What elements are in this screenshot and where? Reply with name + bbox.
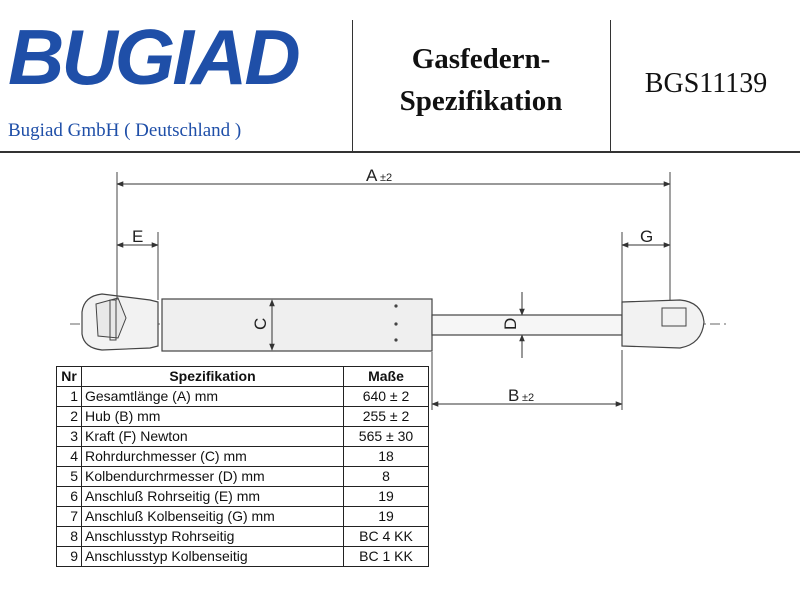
row-value: 8: [344, 467, 429, 487]
title-line-2: Spezifikation: [399, 85, 563, 117]
table-header-row: [57, 367, 429, 387]
row-number: 3: [57, 427, 82, 447]
title-line-1: Gasfedern-: [411, 43, 551, 75]
specification-table: [56, 366, 429, 567]
row-value: 565 ± 30: [344, 427, 429, 447]
table-row: [57, 387, 429, 407]
tube-marking: [394, 304, 397, 307]
row-spec: Anschlusstyp Kolbenseitig: [82, 547, 344, 567]
table-row: [57, 507, 429, 527]
dimension-d-label: D: [501, 317, 520, 330]
dimension-a-tolerance: ±2: [380, 172, 393, 184]
row-value: BC 1 KK: [344, 547, 429, 567]
table-row: [57, 547, 429, 567]
row-spec: Hub (B) mm: [82, 407, 344, 427]
tube-end-fitting: [82, 294, 158, 350]
rod-end-fitting: [622, 300, 704, 348]
cylinder-tube: [162, 299, 432, 351]
tube-marking: [394, 322, 397, 325]
company-name: Bugiad GmbH ( Deutschland ): [8, 120, 242, 141]
row-spec: Rohrdurchmesser (C) mm: [82, 447, 344, 467]
row-number: 4: [57, 447, 82, 467]
row-value: BC 4 KK: [344, 527, 429, 547]
part-number: BGS11139: [644, 68, 768, 99]
tube-marking: [394, 338, 397, 341]
dimension-c-label: C: [251, 317, 270, 330]
header-nr: Nr: [57, 367, 82, 387]
row-number: 6: [57, 487, 82, 507]
table-row: [57, 467, 429, 487]
table-row: [57, 427, 429, 447]
dimension-b-label: B: [508, 386, 520, 405]
row-number: 5: [57, 467, 82, 487]
table-row: [57, 527, 429, 547]
dimension-g-label: G: [640, 227, 654, 246]
header-spezifikation: Spezifikation: [82, 367, 344, 387]
header-masse: Maße: [344, 367, 429, 387]
dimension-e-label: E: [132, 227, 144, 246]
row-value: 18: [344, 447, 429, 467]
dimension-a-label: A: [366, 166, 378, 185]
row-spec: Anschlusstyp Rohrseitig: [82, 527, 344, 547]
row-number: 8: [57, 527, 82, 547]
row-spec: Anschluß Rohrseitig (E) mm: [82, 487, 344, 507]
table-row: [57, 447, 429, 467]
table-row: [57, 487, 429, 507]
row-spec: Kraft (F) Newton: [82, 427, 344, 447]
row-number: 2: [57, 407, 82, 427]
row-number: 1: [57, 387, 82, 407]
row-value: 19: [344, 487, 429, 507]
dimension-b-tolerance: ±2: [522, 392, 535, 404]
row-number: 7: [57, 507, 82, 527]
row-spec: Anschluß Kolbenseitig (G) mm: [82, 507, 344, 527]
brand-logo: BUGIAD: [8, 13, 298, 101]
row-spec: Gesamtlänge (A) mm: [82, 387, 344, 407]
piston-rod: [432, 315, 622, 335]
table-row: [57, 407, 429, 427]
row-number: 9: [57, 547, 82, 567]
row-value: 19: [344, 507, 429, 527]
row-spec: Kolbendurchrmesser (D) mm: [82, 467, 344, 487]
row-value: 255 ± 2: [344, 407, 429, 427]
row-value: 640 ± 2: [344, 387, 429, 407]
